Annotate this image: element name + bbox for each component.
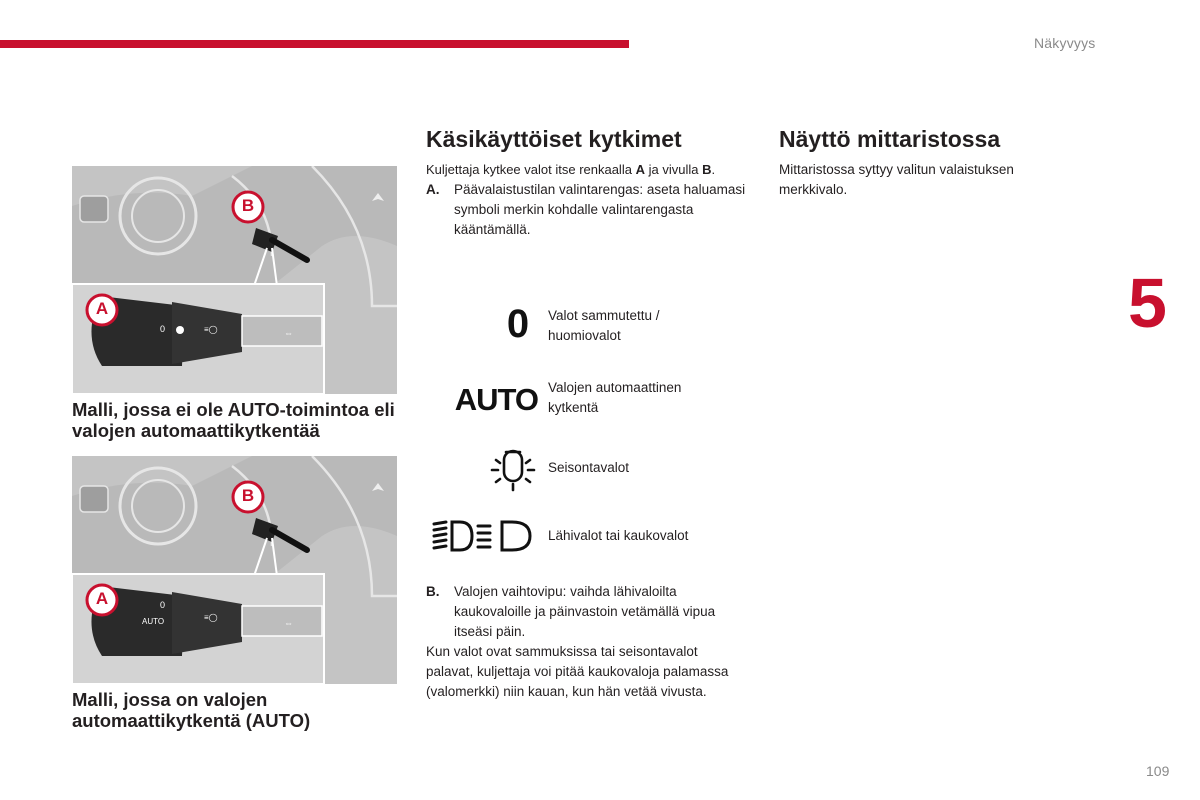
item-b — [426, 582, 756, 642]
zero-glyph: 0 — [506, 302, 530, 346]
callout-a-label: A — [95, 589, 109, 608]
symbol-label-parking: Seisontavalot — [548, 460, 630, 475]
parking-lights-icon — [426, 448, 538, 492]
auto-glyph: AUTO — [454, 382, 538, 417]
intro-text — [426, 160, 756, 180]
top-accent-bar — [0, 40, 629, 48]
section-title: Näkyvyys — [1034, 35, 1096, 51]
svg-text:0: 0 — [160, 600, 166, 610]
chapter-number: 5 — [1128, 264, 1167, 342]
caption-no-auto: Malli, jossa ei ole AUTO-toimintoa eli valojen automaattikytkentää — [72, 399, 395, 441]
symbol-row-off — [426, 302, 756, 350]
intro-ref-a: A — [635, 162, 645, 177]
callout-b-label: B — [241, 196, 255, 215]
item-a-label: A. — [426, 182, 440, 197]
callout-b-label: B — [241, 486, 255, 505]
dashboard-stalk-drawing — [72, 166, 397, 394]
headlights-icon — [426, 514, 538, 558]
high-beam-paragraph: Kun valot ovat sammuksissa tai seisontavalot palavat, kuljettaja voi pitää kaukovaloja palamassa (valomerkki) niin kauan, kun hän vetää vivusta. — [426, 644, 729, 699]
item-b-label: B. — [426, 584, 440, 599]
intro-end: . — [711, 162, 716, 177]
instrument-display-text: Mittaristossa syttyy valitun valaistuksen merkkivalo. — [779, 162, 1014, 197]
symbol-label-headlights: Lähivalot tai kaukovalot — [548, 528, 689, 543]
symbol-label-off-line1: Valot sammutettu / — [548, 308, 660, 323]
intro-ref-b: B — [702, 162, 712, 177]
item-b-text: Valojen vaihtovipu: vaihda lähivaloilta kaukovaloille ja päinvastoin vetämällä vipua itseäsi päin. — [454, 584, 716, 639]
symbol-row-headlights — [426, 514, 756, 558]
intro-mid: ja vivulla — [648, 162, 699, 177]
svg-text:0: 0 — [160, 324, 166, 334]
svg-text:⇔: ⇔ — [284, 618, 293, 628]
svg-text:≡◯: ≡◯ — [204, 325, 218, 334]
zero-icon — [426, 302, 538, 350]
svg-text:≡◯: ≡◯ — [204, 613, 218, 622]
svg-text:⇔: ⇔ — [284, 328, 293, 338]
intro-start: Kuljettaja kytkee valot itse renkaalla — [426, 162, 632, 177]
symbol-label-auto — [548, 378, 681, 418]
symbol-row-parking — [426, 448, 756, 492]
symbol-label-auto-line2: kytkentä — [548, 400, 599, 415]
callout-a-label: A — [95, 299, 109, 318]
item-a — [426, 180, 756, 240]
page-number: 109 — [1146, 763, 1170, 779]
symbol-label-off — [548, 306, 660, 346]
stalk-illustration-auto — [72, 456, 397, 684]
auto-icon — [426, 378, 538, 422]
item-a-text: Päävalaistustilan valintarengas: aseta haluamasi symboli merkin kohdalle valintarengasta kääntämällä. — [454, 182, 746, 237]
symbol-label-off-line2: huomiovalot — [548, 328, 621, 343]
stalk-illustration-no-auto — [72, 166, 397, 394]
instrument-display-heading: Näyttö mittaristossa — [779, 126, 1001, 152]
manual-switches-heading: Käsikäyttöiset kytkimet — [426, 126, 682, 152]
symbol-row-auto — [426, 378, 756, 422]
svg-text:AUTO: AUTO — [142, 617, 165, 626]
dashboard-stalk-drawing-auto — [72, 456, 397, 684]
symbol-label-auto-line1: Valojen automaattinen — [548, 380, 682, 395]
caption-auto: Malli, jossa on valojen automaattikytkentä (AUTO) — [72, 689, 311, 731]
